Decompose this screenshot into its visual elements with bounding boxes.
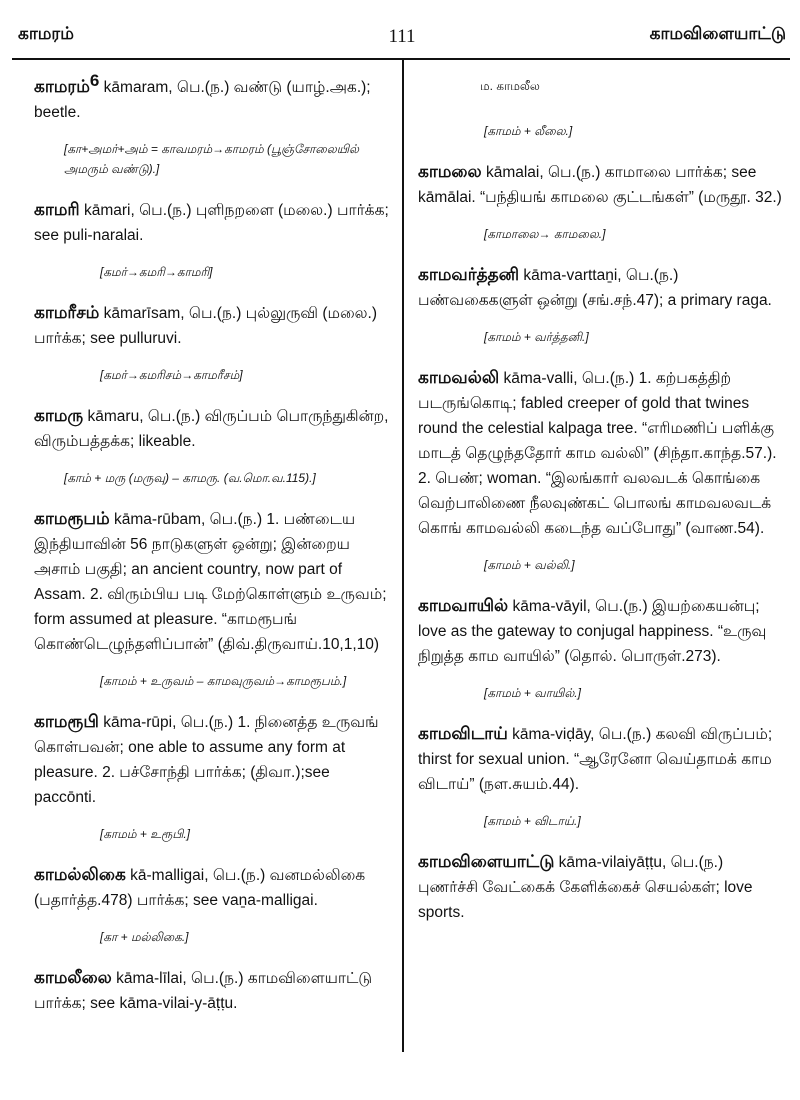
- entry-headword: காமரம்: [34, 77, 90, 97]
- entry-headword: காமலீலை: [34, 968, 112, 988]
- entry-definition: kā-malligai, பெ.(ந.) வனமல்லிகை (பதார்த்த.478) பார்க்க; see vaṉa-malligai.: [34, 867, 366, 910]
- headword-superscript: 6: [89, 71, 100, 90]
- dictionary-entry: [34, 68, 396, 125]
- dictionary-entry: [34, 965, 396, 1016]
- dictionary-entry: [34, 300, 396, 351]
- entry-definition: kāmaram, பெ.(ந.) வண்டு (யாழ்.அக.); beetle.: [34, 79, 371, 122]
- etymology-note: [காமம் + உருவம் – காமவுருவம்→காமரூபம்.]: [100, 674, 347, 689]
- dictionary-entry: [34, 506, 396, 657]
- cognate-note: ம. காமலீல: [480, 79, 540, 93]
- entry-headword: காமவல்லி: [418, 368, 500, 387]
- entry-headword: காமரி: [34, 200, 80, 220]
- dictionary-entry: [418, 721, 784, 797]
- header-rule: [12, 58, 790, 60]
- entry-headword: காமரூபி: [34, 712, 99, 732]
- entry-definition: kāma-varttaṉi, பெ.(ந.) பண்வகைகளுள் ஒன்று (சங்.சந்.47); a primary raga.: [418, 267, 772, 309]
- dictionary-entry: [418, 365, 784, 541]
- etymology-note: [காமம் + உரூபி.]: [100, 827, 191, 842]
- entry-definition: kāma-rūpi, பெ.(ந.) 1. நினைத்த உருவங் கொள்பவன்; one able to assume any form at pleasure. 2. பச்சோந்தி பார்க்க; (திவா.);see paccōnti.: [34, 714, 379, 807]
- etymology-note: [காமம் + வர்த்தனி.]: [484, 330, 589, 344]
- entry-headword: காமவிளையாட்டு: [418, 852, 555, 871]
- running-head-right: காமவிளையாட்டு: [649, 24, 786, 43]
- column-divider: [402, 58, 404, 1052]
- entry-definition: kāmarīsam, பெ.(ந.) புல்லுருவி (மலை.) பார்க்க; see pulluruvi.: [34, 305, 377, 348]
- etymology-note: [கா + மல்லிகை.]: [100, 930, 189, 945]
- entry-definition: kāmari, பெ.(ந.) புளிநறளை (மலை.) பார்க்க; see puli-naralai.: [34, 202, 389, 245]
- entry-headword: காமவிடாய்: [418, 724, 508, 743]
- entry-headword: காமரு: [34, 406, 84, 426]
- dictionary-entry: [418, 159, 784, 210]
- entry-definition: kāma-rūbam, பெ.(ந.) 1. பண்டைய இந்தியாவின் 56 நாடுகளுள் ஒன்று; இன்றைய அசாம் பகுதி; an ancient country, now part of Assam. 2. விரும்பிய படி மேற்கொள்ளும் உருவம்; form assumed at pleasure. “காமரூபங் கொண்டெழுந்தளிப்பான்” (திவ்.திருவாய்.10,1,10): [34, 511, 387, 654]
- page-header: [18, 24, 786, 54]
- etymology-note: [காமம் + லீலை.]: [484, 124, 573, 138]
- dictionary-entry: [418, 262, 784, 313]
- entry-headword: காமவர்த்தனி: [418, 265, 520, 284]
- entry-definition: kāma-līlai, பெ.(ந.) காமவிளையாட்டு பார்க்க; see kāma-vilai-y-āṭṭu.: [34, 970, 373, 1013]
- entry-headword: காமரீசம்: [34, 303, 100, 323]
- dictionary-entry: [418, 849, 784, 925]
- entry-definition: kāma-viḍāy, பெ.(ந.) கலவி விருப்பம்; thirst for sexual union. “ஆரேனோ வெய்தாமக் காம விடாய்” (நள.சுயம்.44).: [418, 726, 773, 793]
- dictionary-entry: [34, 862, 396, 913]
- dictionary-entry: [418, 593, 784, 669]
- entry-definition: kāma-vāyil, பெ.(ந.) இயற்கையன்பு; love as the gateway to conjugal happiness. “உருவு நிறுத்த காம வாயில்” (தொல். பொருள்.273).: [418, 598, 767, 665]
- entry-headword: காமவாயில்: [418, 596, 509, 615]
- etymology-note: [கமர்→கமரிசம்→காமரீசம்]: [100, 368, 243, 383]
- entry-headword: காமலை: [418, 162, 482, 181]
- entry-definition: kāmalai, பெ.(ந.) காமாலை பார்க்க; see kāmālai. “பந்தியங் காமலை குட்டங்கள்” (மருதூ. 32.): [418, 164, 782, 206]
- etymology-note: [கா+அமர்+அம் = காவமரம்→காமரம் (பூஞ்சோலையில் அமரும் வண்டு).]: [64, 142, 360, 177]
- etymology-note: [காமம் + வல்லி.]: [484, 558, 575, 572]
- right-column: [418, 68, 784, 939]
- entry-definition: kāma-valli, பெ.(ந.) 1. கற்பகத்திற் படருங்கொடி; fabled creeper of gold that twines round the celestial kalpaga tree. “எரிமணிப் பளிக்கு மாடத் தெழுந்ததோர் காம வல்லி” (சிந்தா.காந்த.57.). 2. பெண்; woman. “இலங்கார் வலவடக் கொங்கை வெற்பாலிணை நீலவுண்கட் பொலங் காமவலவடக் கொங் காமவல்லி கடைந்த வப்போது” (வாண.54).: [418, 370, 777, 537]
- entry-headword: காமல்லிகை: [34, 865, 126, 885]
- dictionary-entry: [34, 197, 396, 248]
- dictionary-entry: [34, 709, 396, 810]
- entry-definition: kāma-vilaiyāṭṭu, பெ.(ந.) புணர்ச்சி வேட்கைக் கேளிக்கைச் செயல்கள்; love sports.: [418, 854, 753, 921]
- etymology-note: [காம் + மரு (மருவு) – காமரு. (வ.மொ.வ.115).]: [64, 471, 316, 486]
- etymology-note: [காமம் + விடாய்.]: [484, 814, 581, 828]
- page-number: 111: [388, 26, 416, 47]
- etymology-note: [காமாலை→ காமலை.]: [484, 227, 606, 241]
- etymology-note: [கமர்→கமரி→காமரி]: [100, 265, 213, 280]
- running-head-left: காமரம்: [18, 24, 74, 43]
- entry-definition: kāmaru, பெ.(ந.) விருப்பம் பொருந்துகின்ற, விரும்பத்தக்க; likeable.: [34, 408, 389, 451]
- left-column: [34, 68, 396, 1030]
- entry-headword: காமரூபம்: [34, 509, 110, 529]
- etymology-note: [காமம் + வாயில்.]: [484, 686, 581, 700]
- dictionary-entry: [34, 403, 396, 454]
